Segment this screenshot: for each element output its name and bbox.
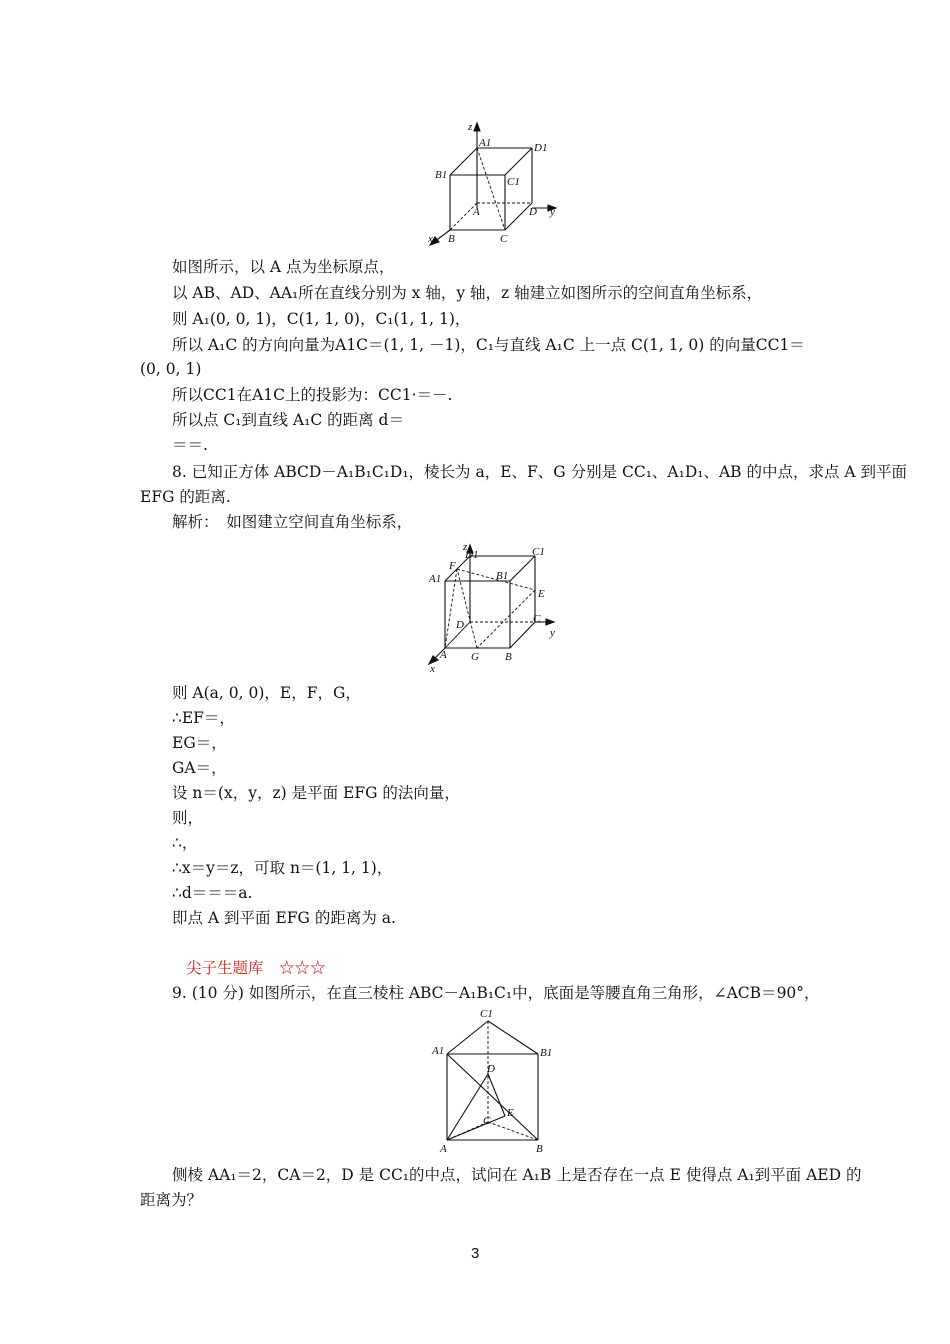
label-x: x [430,663,435,674]
label-A1: A1 [479,137,492,149]
text-line: 则 A₁(0, 0, 1)，C(1, 1, 0)，C₁(1, 1, 1)， [172,310,471,328]
text-line: 所以点 C₁到直线 A₁C 的距离 d＝ [172,411,404,429]
label-C1: C1 [532,546,545,558]
text-line: ∴， [172,834,198,852]
label-B: B [536,1143,543,1155]
text-line: ∴x＝y＝z，可取 n＝(1, 1, 1)， [172,859,393,877]
text-line: 所以 A₁C 的方向向量为A1C＝(1, 1, －1)，C₁与直线 A₁C 上一点 C(1, 1, 0) 的向量CC1＝ [172,336,805,354]
text-line: 距离为？ [140,1191,203,1209]
label-C: C [500,233,508,245]
label-D: D [487,1063,495,1075]
problem-9: 9. (10 分) 如图所示，在直三棱柱 ABC－A₁B₁C₁中，底面是等腰直角三角形，∠ACB＝90°， [172,984,820,1002]
text-line: 即点 A 到平面 EFG 的距离为 a. [172,909,396,927]
label-G: G [471,651,479,663]
label-E: E [538,588,545,600]
label-D1: D1 [465,549,479,561]
text-line: 侧棱 AA₁＝2，CA＝2，D 是 CC₁的中点，试问在 A₁B 上是否存在一点 E 使得点 A₁到平面 AED 的 [172,1166,862,1184]
text-line: 设 n＝(x，y，z) 是平面 EFG 的法向量， [172,784,460,802]
label-A1: A1 [432,1045,445,1057]
text-line: ＝＝. [172,436,208,454]
label-B1: B1 [435,169,448,181]
text-line: 则， [172,809,204,827]
label-D1: D1 [534,142,548,154]
figure-cube-axes [420,118,570,250]
page-number: 3 [471,1245,480,1262]
label-D: D [456,619,464,631]
label-D: D [529,206,537,218]
label-C: C [533,613,541,625]
label-z: z [463,542,468,553]
label-B1: B1 [496,570,509,582]
figure-prism [430,1004,560,1156]
label-A1: A1 [429,573,442,585]
text-line: EFG 的距离. [140,488,231,506]
label-C: C [483,1115,491,1127]
text-line: 解析： 如图建立空间直角坐标系， [172,513,413,531]
label-y: y [550,206,555,218]
text-line: GA＝， [172,759,227,777]
label-C1: C1 [507,176,520,188]
problem-8: 8. 已知正方体 ABCD－A₁B₁C₁D₁，棱长为 a，E、F、G 分别是 CC₁、A₁D₁、AB 的中点，求点 A 到平面 [172,463,908,481]
text-line: 所以CC1在A1C上的投影为：CC1·＝－. [172,386,453,404]
label-C1: C1 [480,1008,493,1020]
text-line: ∴EF＝， [172,709,235,727]
text-line: EG＝， [172,734,227,752]
label-E: E [507,1107,514,1119]
label-A: A [440,1143,447,1155]
label-B: B [448,233,455,245]
section-heading: 尖子生题库 ☆☆☆ [186,959,326,977]
label-B1: B1 [540,1047,553,1059]
text-line: (0, 0, 1) [140,360,202,378]
label-B: B [505,651,512,663]
text-line: 则 A(a, 0, 0)，E，F，G， [172,684,361,702]
text-line: 以 AB、AD、AA₁所在直线分别为 x 轴，y 轴，z 轴建立如图所示的空间直角坐标系， [172,284,763,302]
text-line: ∴d＝＝＝a. [172,884,253,902]
label-A: A [473,206,480,218]
label-x: x [428,233,433,245]
label-z: z [468,121,473,133]
figure-cube-efg [420,542,570,674]
label-y: y [550,627,555,639]
label-A: A [440,649,447,661]
text-line: 如图所示，以 A 点为坐标原点， [172,258,395,276]
label-F: F [449,560,456,572]
